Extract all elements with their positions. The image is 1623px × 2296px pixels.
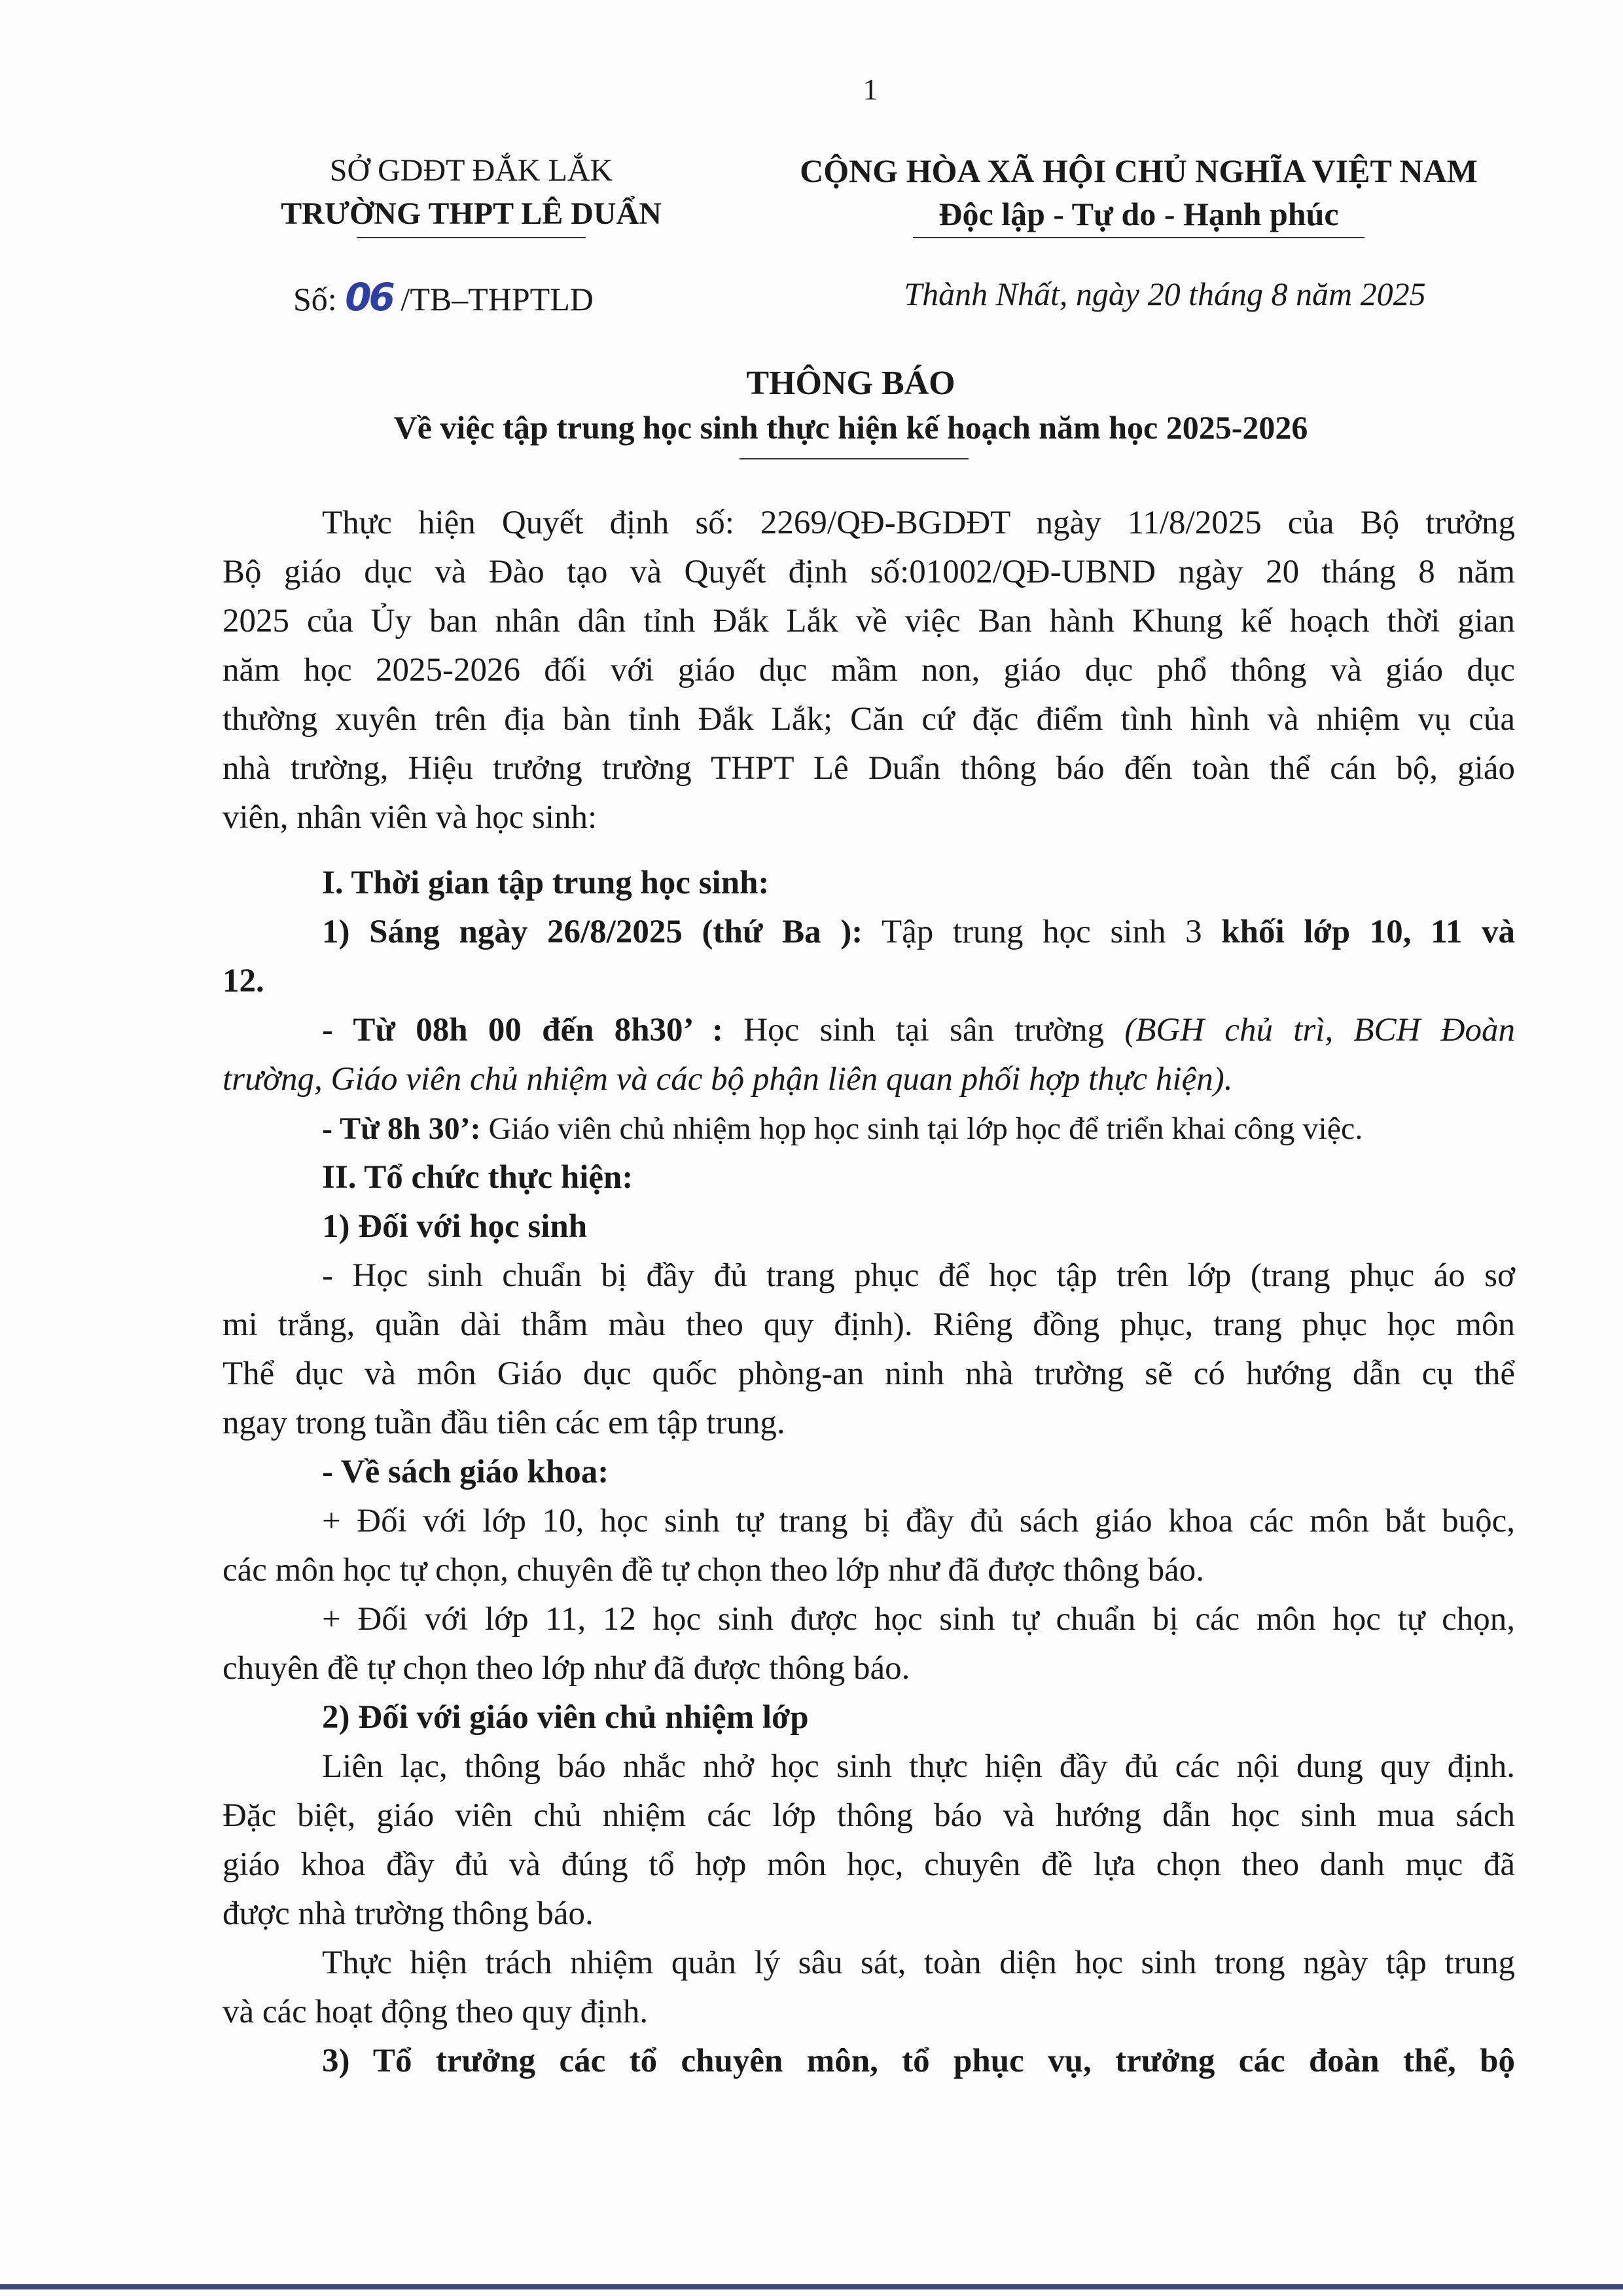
teachers-line: Đặc biệt, giáo viên chủ nhiệm các lớp thông báo và hướng dẫn học sinh mua sách: [223, 1797, 1515, 1834]
intro-line: Bộ giáo dục và Đào tạo và Quyết định số:01002/QĐ-UBND ngày 20 tháng 8 năm: [223, 554, 1515, 590]
subsection-students: 1) Đối với học sinh: [322, 1208, 588, 1245]
textbooks-grade11-12: + Đối với lớp 11, 12 học sinh được học sinh tự chuẩn bị các môn học tự chọn,: [322, 1601, 1515, 1638]
students-line: ngay trong tuần đầu tiên các em tập trung.: [223, 1405, 785, 1441]
document-title: THÔNG BÁO: [746, 365, 955, 402]
time-slot-1-label: - Từ 08h 00 đến 8h30’ :: [322, 1012, 723, 1049]
students-line: mi trắng, quần dài thẫm màu theo quy định). Riêng đồng phục, trang phục học môn: [223, 1306, 1515, 1343]
item-1-continuation: 12.: [223, 963, 264, 999]
item-1-text: Tập trung học sinh 3: [863, 914, 1222, 950]
students-line: - Học sinh chuẩn bị đầy đủ trang phục để học tập trên lớp (trang phục áo sơ: [322, 1257, 1515, 1294]
issuing-agency-block: [223, 149, 720, 236]
time-slot-1-note: (BGH chủ trì, BCH Đoàn: [1124, 1012, 1515, 1049]
intro-line: 2025 của Ủy ban nhân dân tỉnh Đắk Lắk về việc Ban hành Khung kế hoạch thời gian: [223, 603, 1515, 639]
department-name: SỞ GDĐT ĐẮK LẮK: [329, 153, 613, 188]
document-number-suffix: /TB–THPTLD: [401, 281, 594, 317]
intro-line: viên, nhân viên và học sinh:: [223, 799, 597, 836]
item-1-grades: khối lớp 10, 11 và: [1221, 914, 1515, 950]
subsection-department-heads: 3) Tổ trưởng các tổ chuyên môn, tổ phục vụ, trưởng các đoàn thể, bộ: [322, 2043, 1515, 2079]
motto-underline: [913, 237, 1364, 238]
teachers-line: và các hoạt động theo quy định.: [223, 1994, 649, 2030]
time-slot-1-text: Học sinh tại sân trường: [723, 1012, 1125, 1049]
document-number-prefix: Số:: [293, 281, 337, 317]
document-number: [293, 275, 594, 319]
time-slot-2: [223, 1104, 1515, 1153]
time-slot-2-label: - Từ 8h 30’:: [322, 1111, 481, 1146]
textbooks-grade10: + Đối với lớp 10, học sinh tự trang bị đầy đủ sách giáo khoa các môn bắt buộc,: [322, 1503, 1515, 1539]
school-name: TRƯỜNG THPT LÊ DUẨN: [281, 196, 662, 231]
time-slot-1-note-cont: trường, Giáo viên chủ nhiệm và các bộ phận liên quan phối hợp thực hiện).: [223, 1061, 1233, 1098]
intro-line: năm học 2025-2026 đối với giáo dục mầm non, giáo dục phổ thông và giáo dục: [223, 652, 1515, 689]
time-slot-1: [223, 1006, 1515, 1055]
section-2: [223, 1153, 1515, 2086]
handwritten-number: 06: [345, 275, 393, 319]
time-slot-2-text: Giáo viên chủ nhiệm họp học sinh tại lớp học để triển khai công việc.: [480, 1111, 1363, 1146]
item-1-date: 1) Sáng ngày 26/8/2025 (thứ Ba ):: [322, 914, 863, 950]
motto: Độc lập - Tự do - Hạnh phúc: [938, 196, 1339, 232]
subtitle-underline: [740, 458, 969, 459]
subsection-homeroom-teachers: 2) Đối với giáo viên chủ nhiệm lớp: [322, 1699, 809, 1736]
intro-paragraph: [223, 499, 1515, 842]
scan-edge-line: [0, 2284, 1623, 2289]
students-line: Thể dục và môn Giáo dục quốc phòng-an ninh nhà trường sẽ có hướng dẫn cụ thể: [223, 1355, 1515, 1392]
intro-line: Thực hiện Quyết định số: 2269/QĐ-BGDĐT ngày 11/8/2025 của Bộ trưởng: [322, 505, 1515, 541]
school-name-underline: [357, 237, 586, 238]
intro-line: nhà trường, Hiệu trưởng trường THPT Lê Duẩn thông báo đến toàn thể cán bộ, giáo: [223, 750, 1515, 787]
teachers-line: Liên lạc, thông báo nhắc nhở học sinh thực hiện đầy đủ các nội dung quy định.: [322, 1748, 1515, 1785]
section-1-item-1: [223, 908, 1515, 957]
teachers-line: Thực hiện trách nhiệm quản lý sâu sát, toàn diện học sinh trong ngày tập trung: [322, 1945, 1515, 1981]
textbooks-heading: - Về sách giáo khoa:: [322, 1454, 609, 1490]
teachers-line: được nhà trường thông báo.: [223, 1895, 594, 1932]
textbooks-grade11-12: chuyên đề tự chọn theo lớp như đã được thông báo.: [223, 1650, 910, 1687]
date-line: Thành Nhất, ngày 20 tháng 8 năm 2025: [904, 276, 1426, 312]
section-1-heading: I. Thời gian tập trung học sinh:: [322, 865, 770, 901]
section-1: [223, 859, 1515, 1153]
teachers-line: giáo khoa đầy đủ và đúng tổ hợp môn học, chuyên đề lựa chọn theo danh mục đã: [223, 1846, 1515, 1883]
national-motto-block: [733, 149, 1544, 236]
page-number: 1: [863, 73, 878, 106]
document-subtitle: Về việc tập trung học sinh thực hiện kế hoạch năm học 2025-2026: [393, 409, 1308, 446]
section-2-heading: II. Tổ chức thực hiện:: [322, 1159, 633, 1196]
textbooks-grade10: các môn học tự chọn, chuyên đề tự chọn theo lớp như đã được thông báo.: [223, 1552, 1205, 1588]
intro-line: thường xuyên trên địa bàn tỉnh Đắk Lắk; Căn cứ đặc điểm tình hình và nhiệm vụ của: [223, 701, 1515, 738]
country-name: CỘNG HÒA XÃ HỘI CHỦ NGHĨA VIỆT NAM: [800, 152, 1478, 189]
